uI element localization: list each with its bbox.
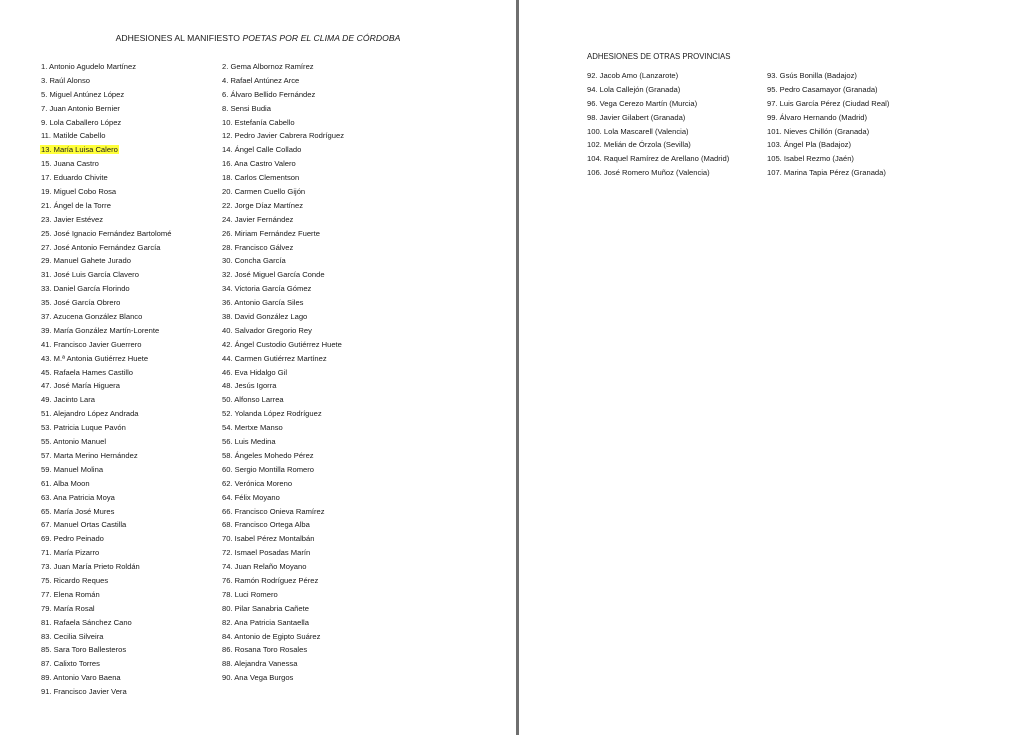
signatory-name: 57. Marta Merino Hernández bbox=[41, 450, 138, 460]
signatory-name: 95. Pedro Casamayor (Granada) bbox=[767, 84, 878, 94]
signatory-name: 34. Victoria García Gómez bbox=[222, 284, 312, 294]
list-item bbox=[222, 407, 344, 421]
signatory-name: 7. Juan Antonio Bernier bbox=[41, 103, 120, 113]
list-item bbox=[41, 491, 171, 505]
signatory-name: 62. Verónica Moreno bbox=[222, 478, 293, 488]
signatory-name: 78. Luci Romero bbox=[222, 589, 278, 599]
signatories-column-1 bbox=[41, 60, 171, 699]
signatory-name: 43. M.ª Antonia Gutiérrez Huete bbox=[41, 353, 149, 363]
list-item bbox=[767, 97, 889, 111]
list-item bbox=[41, 254, 171, 268]
list-item bbox=[41, 241, 171, 255]
signatory-name: 86. Rosana Toro Rosales bbox=[222, 645, 308, 655]
list-item bbox=[41, 199, 171, 213]
list-item bbox=[587, 83, 729, 97]
list-item bbox=[41, 643, 171, 657]
signatory-name: 53. Patricia Luque Pavón bbox=[41, 423, 126, 433]
list-item bbox=[222, 74, 344, 88]
signatory-name: 2. Gema Albornoz Ramírez bbox=[222, 62, 314, 71]
signatory-name: 47. José María Higuera bbox=[41, 381, 120, 391]
list-item bbox=[41, 421, 171, 435]
highlighted-signatory-name: 13. María Luisa Calero bbox=[41, 145, 118, 155]
signatory-name: 103. Ángel Pla (Badajoz) bbox=[767, 140, 852, 150]
list-item bbox=[222, 60, 344, 74]
list-item bbox=[222, 421, 344, 435]
list-item bbox=[222, 227, 344, 241]
list-item bbox=[222, 268, 344, 282]
signatory-name: 44. Carmen Gutiérrez Martínez bbox=[222, 353, 327, 363]
signatory-name: 37. Azucena González Blanco bbox=[41, 312, 143, 322]
signatory-name: 12. Pedro Javier Cabrera Rodríguez bbox=[222, 131, 344, 141]
list-item bbox=[222, 296, 344, 310]
signatory-name: 89. Antonio Varo Baena bbox=[41, 673, 121, 683]
list-item bbox=[222, 338, 344, 352]
signatory-name: 100. Lola Mascarell (Valencia) bbox=[587, 126, 689, 136]
list-item bbox=[587, 138, 729, 152]
list-item bbox=[587, 111, 729, 125]
signatory-name: 90. Ana Vega Burgos bbox=[222, 673, 294, 683]
signatory-name: 98. Javier Gilabert (Granada) bbox=[587, 112, 686, 122]
signatory-name: 84. Antonio de Egipto Suárez bbox=[222, 631, 321, 641]
signatory-name: 80. Pilar Sanabria Cañete bbox=[222, 603, 309, 613]
signatory-name: 29. Manuel Gahete Jurado bbox=[41, 256, 131, 266]
signatory-name: 31. José Luis García Clavero bbox=[41, 270, 139, 280]
list-item bbox=[41, 310, 171, 324]
signatory-name: 67. Manuel Ortas Castilla bbox=[41, 520, 127, 530]
signatory-name: 3. Raúl Alonso bbox=[41, 75, 90, 85]
list-item bbox=[41, 60, 171, 74]
signatory-name: 104. Raquel Ramírez de Arellano (Madrid) bbox=[587, 154, 730, 164]
title-italic: POETAS POR EL CLIMA DE CÓRDOBA bbox=[242, 33, 401, 43]
signatory-name: 70. Isabel Pérez Montalbán bbox=[222, 534, 315, 544]
provinces-column-1 bbox=[587, 69, 729, 180]
list-item bbox=[222, 213, 344, 227]
list-item bbox=[222, 185, 344, 199]
list-item bbox=[41, 282, 171, 296]
signatory-name: 66. Francisco Onieva Ramírez bbox=[222, 506, 325, 516]
signatory-name: 18. Carlos Clementson bbox=[222, 173, 300, 183]
title-prefix: ADHESIONES AL MANIFIESTO bbox=[115, 33, 240, 43]
signatory-name: 81. Rafaela Sánchez Cano bbox=[41, 617, 132, 627]
list-item bbox=[41, 88, 171, 102]
list-item bbox=[587, 125, 729, 139]
list-item bbox=[767, 125, 889, 139]
signatory-name: 38. David González Lago bbox=[222, 312, 308, 322]
list-item bbox=[222, 310, 344, 324]
list-item bbox=[767, 111, 889, 125]
signatory-name: 79. María Rosal bbox=[41, 603, 95, 613]
list-item bbox=[222, 630, 344, 644]
list-item bbox=[222, 324, 344, 338]
signatory-name: 39. María González Martín-Lorente bbox=[41, 325, 160, 335]
signatory-name: 52. Yolanda López Rodríguez bbox=[222, 409, 322, 419]
signatory-name: 6. Álvaro Bellido Fernández bbox=[222, 89, 316, 99]
list-item bbox=[41, 116, 171, 130]
signatory-name: 24. Javier Fernández bbox=[222, 214, 294, 224]
list-item bbox=[41, 268, 171, 282]
signatory-name: 30. Concha García bbox=[222, 256, 286, 266]
list-item bbox=[222, 491, 344, 505]
signatories-column-2 bbox=[222, 60, 344, 685]
signatory-name: 33. Daniel García Florindo bbox=[41, 284, 130, 294]
list-item bbox=[41, 338, 171, 352]
signatory-name: 11. Matilde Cabello bbox=[41, 131, 106, 141]
signatory-name: 72. Ismael Posadas Marín bbox=[222, 548, 311, 558]
list-item bbox=[41, 546, 171, 560]
signatory-name: 105. Isabel Rezmo (Jaén) bbox=[767, 154, 854, 164]
list-item bbox=[41, 671, 171, 685]
signatory-name: 8. Sensi Budia bbox=[222, 103, 271, 113]
signatory-name: 83. Cecilia Silveira bbox=[41, 631, 104, 641]
signatory-name: 88. Alejandra Vanessa bbox=[222, 659, 298, 669]
list-item bbox=[222, 602, 344, 616]
signatory-name: 69. Pedro Peinado bbox=[41, 534, 104, 544]
signatory-name: 106. José Romero Muñoz (Valencia) bbox=[587, 168, 710, 178]
signatory-name: 48. Jesús Igorra bbox=[222, 381, 277, 391]
signatory-name: 65. María José Mures bbox=[41, 506, 115, 516]
signatory-name: 25. José Ignacio Fernández Bartolomé bbox=[41, 228, 172, 238]
list-item bbox=[222, 657, 344, 671]
list-item bbox=[41, 366, 171, 380]
signatory-name: 59. Manuel Molina bbox=[41, 464, 104, 474]
list-item bbox=[767, 152, 889, 166]
list-item bbox=[41, 129, 171, 143]
list-item bbox=[587, 166, 729, 180]
signatory-name: 22. Jorge Díaz Martínez bbox=[222, 200, 304, 210]
list-item bbox=[587, 97, 729, 111]
signatory-name: 26. Miriam Fernández Fuerte bbox=[222, 228, 320, 238]
list-item bbox=[767, 166, 889, 180]
signatory-name: 73. Juan María Prieto Roldán bbox=[41, 562, 140, 572]
signatory-name: 68. Francisco Ortega Alba bbox=[222, 520, 310, 530]
list-item bbox=[41, 435, 171, 449]
signatory-name: 58. Ángeles Mohedo Pérez bbox=[222, 450, 314, 460]
list-item bbox=[41, 352, 171, 366]
right-page bbox=[519, 0, 1024, 735]
signatory-name: 55. Antonio Manuel bbox=[41, 437, 107, 447]
list-item bbox=[222, 463, 344, 477]
list-item bbox=[41, 449, 171, 463]
list-item bbox=[41, 574, 171, 588]
signatory-name: 1. Antonio Agudelo Martínez bbox=[41, 62, 136, 71]
signatory-name: 82. Ana Patricia Santaella bbox=[222, 617, 309, 627]
list-item bbox=[41, 685, 171, 699]
signatory-name: 101. Nieves Chillón (Granada) bbox=[767, 126, 870, 136]
list-item bbox=[41, 407, 171, 421]
signatory-name: 19. Miguel Cobo Rosa bbox=[41, 187, 117, 197]
signatory-name: 74. Juan Relaño Moyano bbox=[222, 562, 307, 572]
signatory-name: 51. Alejandro López Andrada bbox=[41, 409, 139, 419]
list-item bbox=[222, 574, 344, 588]
signatory-name: 50. Alfonso Larrea bbox=[222, 395, 284, 405]
list-item bbox=[767, 138, 889, 152]
signatory-name: 16. Ana Castro Valero bbox=[222, 159, 296, 169]
list-item bbox=[222, 616, 344, 630]
list-item bbox=[222, 157, 344, 171]
list-item bbox=[41, 324, 171, 338]
list-item bbox=[41, 157, 171, 171]
signatory-name: 92. Jacob Amo (Lanzarote) bbox=[587, 71, 679, 80]
list-item bbox=[222, 88, 344, 102]
signatory-name: 15. Juana Castro bbox=[41, 159, 99, 169]
list-item bbox=[222, 171, 344, 185]
list-item bbox=[767, 69, 889, 83]
list-item bbox=[41, 518, 171, 532]
other-provinces-title: ADHESIONES DE OTRAS PROVINCIAS bbox=[587, 52, 731, 61]
list-item bbox=[222, 143, 344, 157]
list-item bbox=[41, 616, 171, 630]
list-item bbox=[587, 152, 729, 166]
manifesto-title bbox=[0, 33, 516, 43]
signatory-name: 41. Francisco Javier Guerrero bbox=[41, 339, 142, 349]
list-item bbox=[41, 560, 171, 574]
signatory-name: 14. Ángel Calle Collado bbox=[222, 145, 302, 155]
signatory-name: 20. Carmen Cuello Gijón bbox=[222, 187, 306, 197]
list-item bbox=[41, 630, 171, 644]
list-item bbox=[767, 83, 889, 97]
list-item bbox=[41, 102, 171, 116]
signatory-name: 17. Eduardo Chivite bbox=[41, 173, 108, 183]
signatory-name: 97. Luis García Pérez (Ciudad Real) bbox=[767, 98, 890, 108]
list-item bbox=[222, 282, 344, 296]
signatory-name: 76. Ramón Rodríguez Pérez bbox=[222, 575, 319, 585]
list-item bbox=[222, 560, 344, 574]
signatory-name: 77. Elena Román bbox=[41, 589, 100, 599]
list-item bbox=[222, 518, 344, 532]
list-item bbox=[222, 393, 344, 407]
list-item bbox=[222, 532, 344, 546]
signatory-name: 32. José Miguel García Conde bbox=[222, 270, 325, 280]
signatory-name: 63. Ana Patricia Moya bbox=[41, 492, 115, 502]
signatory-name: 93. Gsús Bonilla (Badajoz) bbox=[767, 71, 857, 80]
list-item bbox=[222, 546, 344, 560]
list-item bbox=[41, 588, 171, 602]
signatory-name: 60. Sergio Montilla Romero bbox=[222, 464, 315, 474]
signatory-name: 10. Estefanía Cabello bbox=[222, 117, 295, 127]
list-item bbox=[222, 129, 344, 143]
list-item bbox=[41, 532, 171, 546]
list-item bbox=[222, 199, 344, 213]
list-item bbox=[222, 449, 344, 463]
list-item bbox=[41, 379, 171, 393]
list-item bbox=[222, 352, 344, 366]
list-item bbox=[222, 116, 344, 130]
signatory-name: 91. Francisco Javier Vera bbox=[41, 687, 127, 697]
list-item bbox=[222, 588, 344, 602]
list-item bbox=[222, 671, 344, 685]
list-item bbox=[41, 505, 171, 519]
signatory-name: 56. Luis Medina bbox=[222, 437, 276, 447]
signatory-name: 85. Sara Toro Ballesteros bbox=[41, 645, 127, 655]
list-item bbox=[41, 602, 171, 616]
signatory-name: 4. Rafael Antúnez Arce bbox=[222, 75, 300, 85]
list-item bbox=[222, 366, 344, 380]
signatory-name: 46. Eva Hidalgo Gil bbox=[222, 367, 288, 377]
signatory-name: 75. Ricardo Reques bbox=[41, 575, 109, 585]
list-item bbox=[222, 379, 344, 393]
list-item bbox=[41, 463, 171, 477]
signatory-name: 87. Calixto Torres bbox=[41, 659, 100, 669]
signatory-name: 102. Melián de Órzola (Sevilla) bbox=[587, 140, 691, 150]
signatory-name: 99. Álvaro Hernando (Madrid) bbox=[767, 112, 868, 122]
list-item bbox=[41, 393, 171, 407]
list-item bbox=[587, 69, 729, 83]
provinces-column-2 bbox=[767, 69, 889, 180]
list-item bbox=[41, 227, 171, 241]
list-item bbox=[41, 171, 171, 185]
signatory-name: 94. Lola Callejón (Granada) bbox=[587, 84, 681, 94]
signatory-name: 28. Francisco Gálvez bbox=[222, 242, 294, 252]
signatory-name: 27. José Antonio Fernández García bbox=[41, 242, 161, 252]
list-item bbox=[222, 643, 344, 657]
list-item bbox=[222, 254, 344, 268]
signatory-name: 35. José García Obrero bbox=[41, 298, 121, 308]
signatory-name: 9. Lola Caballero López bbox=[41, 117, 122, 127]
signatory-name: 42. Ángel Custodio Gutiérrez Huete bbox=[222, 339, 342, 349]
list-item bbox=[41, 74, 171, 88]
signatory-name: 45. Rafaela Hames Castillo bbox=[41, 367, 134, 377]
list-item bbox=[41, 477, 171, 491]
signatory-name: 40. Salvador Gregorio Rey bbox=[222, 325, 312, 335]
signatory-name: 36. Antonio García Siles bbox=[222, 298, 304, 308]
list-item bbox=[222, 102, 344, 116]
list-item bbox=[41, 657, 171, 671]
signatory-name: 21. Ángel de la Torre bbox=[41, 200, 111, 210]
list-item bbox=[222, 477, 344, 491]
signatory-name: 49. Jacinto Lara bbox=[41, 395, 96, 405]
list-item bbox=[41, 143, 171, 157]
signatory-name: 71. María Pizarro bbox=[41, 548, 100, 558]
list-item bbox=[222, 505, 344, 519]
signatory-name: 5. Miguel Antúnez López bbox=[41, 89, 125, 99]
list-item bbox=[222, 241, 344, 255]
list-item bbox=[41, 185, 171, 199]
signatory-name: 23. Javier Estévez bbox=[41, 214, 104, 224]
list-item bbox=[41, 296, 171, 310]
signatory-name: 54. Mertxe Manso bbox=[222, 423, 283, 433]
signatory-name: 64. Félix Moyano bbox=[222, 492, 280, 502]
signatory-name: 61. Alba Moon bbox=[41, 478, 90, 488]
signatory-name: 96. Vega Cerezo Martín (Murcia) bbox=[587, 98, 698, 108]
list-item bbox=[222, 435, 344, 449]
list-item bbox=[41, 213, 171, 227]
signatory-name: 107. Marina Tapia Pérez (Granada) bbox=[767, 168, 886, 178]
